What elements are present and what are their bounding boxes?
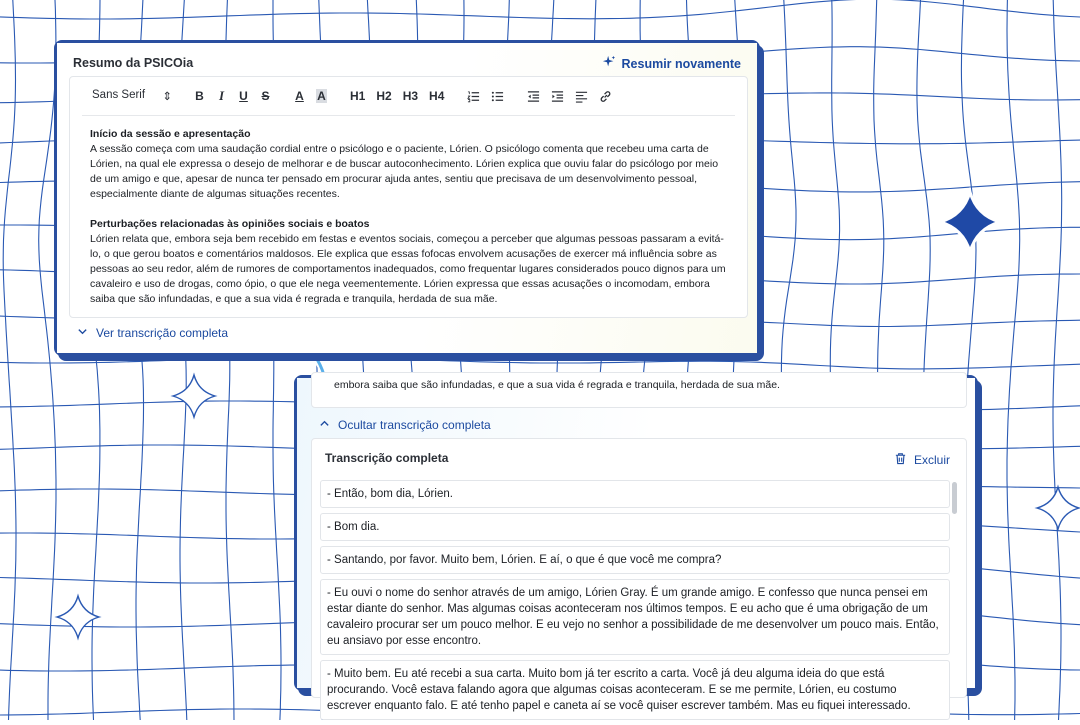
strikethrough-button[interactable]: S [261,89,270,103]
bold-button[interactable]: B [195,89,204,103]
resummarize-label: Resumir novamente [621,56,741,71]
transcript-list[interactable] [320,480,950,725]
grid-line [3,0,16,720]
hide-transcript-toggle[interactable] [319,418,491,432]
show-transcript-label: Ver transcrição completa [96,326,229,340]
transcript-line[interactable]: - Santando, por favor. Muito bem, Lórien. E aí, o que é que você me compra? [320,546,950,574]
heading-1-button[interactable]: H1 [350,89,366,103]
chevron-down-icon [77,326,88,340]
transcript-line[interactable]: - Bom dia. [320,513,950,541]
resummarize-button[interactable] [602,55,741,72]
summary-title: Resumo da PSICOia [73,56,194,70]
sparkle-icon [602,55,616,72]
link-icon[interactable] [599,90,612,103]
heading-4-button[interactable]: H4 [429,89,445,103]
transcript-line[interactable]: - Eu ouvi o nome do senhor através de um amigo, Lórien Gray. É um grande amigo. E confesso que nunca pensei em estar diante do senhor. Mas algumas coisas aconteceram nos últimos tempos. E eu acho que é uma obrigação de um cavaleiro procurar ser um pouco melhor. E eu vejo no senhor a possibilidade de me desenvolver um pouco mais. Então, eu ansiavo por esse encontro. [320,579,950,655]
heading-3-button[interactable]: H3 [402,89,419,103]
underline-button[interactable]: U [239,89,248,103]
transcript-title: Transcrição completa [325,451,449,465]
summary-document[interactable] [90,127,729,322]
section-heading: Início da sessão e apresentação [90,128,251,140]
sparkle-filled-icon [940,192,1000,252]
hide-transcript-label: Ocultar transcrição completa [338,418,491,432]
ordered-list-icon[interactable] [467,90,480,103]
summary-editor[interactable] [69,76,748,318]
trash-icon [894,452,907,468]
outdent-icon[interactable] [527,90,540,103]
grid-line [0,0,1080,19]
section-heading: Perturbações relacionadas às opiniões sociais e boatos [90,218,370,230]
delete-label: Excluir [913,453,950,467]
editor-toolbar [70,77,747,115]
highlight-button[interactable]: A [317,89,326,103]
transcript-panel [311,438,967,712]
chevron-up-icon [319,418,330,432]
bullet-list-icon[interactable] [491,90,504,103]
grid-line [0,357,1080,369]
section-body: Lórien relata que, embora seja bem recebido em festas e eventos sociais, começou a perceber que algumas pessoas passaram a evitá-lo, o que gerou boatos e comentários maldosos. Ele explica que essas fofocas envolvem acusações de exercer má influência sobre as pessoas ao seu redor, além de rumores de comportamentos inadequados, como frequentar lugares considerados pouco dignos para um cavaleiro e uso de drogas, como ópio, o que ele nega veementemente. Lórien expressa que essas acusações o incomodam, embora saiba que são infundadas, e que a sua vida é regrada e tranquila, herdada de sua mãe. [90,233,726,305]
summary-editor-tail [311,372,967,408]
delete-button[interactable] [894,452,950,468]
scrollbar-thumb[interactable] [952,482,957,514]
transcript-line[interactable]: - Então, bom dia, Lórien. [320,480,950,508]
heading-2-button[interactable]: H2 [376,89,392,103]
summary-last-line: embora saiba que são infundadas, e que a sua vida é regrada e tranquila, herdada de sua mãe. [334,379,780,391]
transcript-line[interactable]: - Muito bem. Eu até recebi a sua carta. Muito bom já ter escrito a carta. Você já deu alguma ideia do que está procurando. Você estava falando agora que algumas coisas aconteceram. E se me permite, Lórien, eu costumo escrever enquanto falo. E até tenho papel e caneta aí se você quiser escrever também. Mas eu fiquei interessado. [320,660,950,720]
grid-line [1007,0,1020,720]
show-transcript-toggle[interactable] [77,326,228,340]
italic-button[interactable]: I [218,88,225,103]
align-left-icon[interactable] [575,90,588,103]
sparkle-outline-icon [1037,487,1079,529]
indent-icon[interactable] [551,90,564,103]
font-family-select[interactable] [92,89,172,103]
font-color-button[interactable]: A [295,89,304,103]
grid-line [1053,0,1062,720]
select-arrows-icon: ⇕ [162,91,172,103]
transcript-card [294,375,978,712]
sparkle-outline-icon [173,375,215,417]
font-family-value: Sans Serif [92,89,146,101]
summary-card [54,40,760,356]
section-body: A sessão começa com uma saudação cordial entre o psicólogo e o paciente, Lórien. O psicólogo comenta que recebeu uma carta de Lórien, na qual ele expressa o desejo de melhorar e de buscar autoconhecimento. Lórien explica que ouviu falar do psicólogo por meio de um amigo e que, apesar de nunca ter pensado em procurar ajuda antes, sentiu que precisava de um desenvolvimento pessoal, especialmente diante de algumas situações recentes. [90,143,719,200]
